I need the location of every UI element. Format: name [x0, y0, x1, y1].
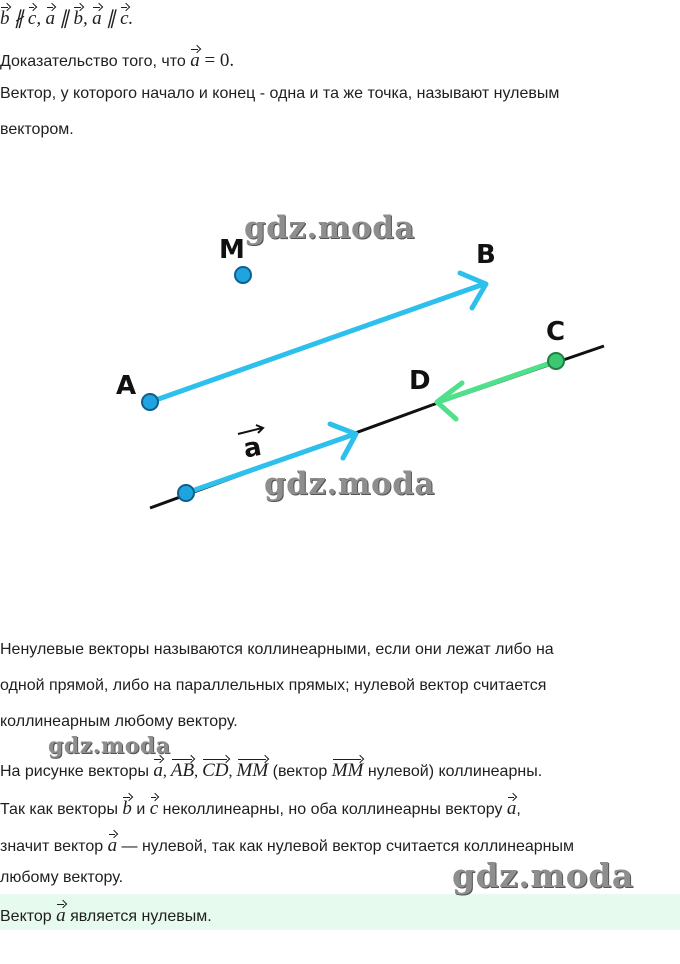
proof-intro	[0, 47, 234, 72]
zero-vector-def-line1: Вектор, у которого начало и конец - одна и та же точка, называют нулевым	[0, 85, 560, 102]
vector-a: a	[190, 47, 200, 71]
period: .	[128, 8, 134, 29]
proof-intro-text: Доказательство того, что	[0, 53, 191, 70]
vector-b: b	[0, 5, 10, 29]
reasoning-text: неколлинеарны, но оба коллинеарны вектору	[158, 801, 507, 818]
vector-mm: MM	[237, 757, 269, 781]
zero-vector-def-line2: вектором.	[0, 121, 74, 138]
collinear-def-line2: одной прямой, либо на параллельных прямых; нулевой вектор считается	[0, 677, 547, 694]
vector-c: c	[28, 5, 36, 29]
reasoning-text: Так как векторы	[0, 801, 123, 818]
comma: ,	[82, 8, 88, 29]
answer-line	[0, 902, 212, 927]
vector-a: a	[46, 5, 56, 29]
vector-ab: AB	[171, 757, 194, 781]
vector-a: a	[56, 902, 66, 926]
label-m: M	[219, 235, 245, 265]
label-b: B	[476, 240, 496, 270]
comma: ,	[228, 763, 237, 780]
not-parallel-sign: ∦	[13, 8, 24, 29]
parallel-sign: ∥	[59, 8, 69, 29]
equals-zero: = 0.	[199, 50, 235, 71]
parallel-sign: ∥	[106, 8, 116, 29]
answer-text: Вектор	[0, 908, 57, 925]
watermark: gdz.moda	[452, 856, 634, 895]
vector-b: b	[122, 795, 132, 819]
comma: ,	[194, 763, 203, 780]
reasoning-text: значит вектор	[0, 838, 108, 855]
collinear-def-line1: Ненулевые векторы называются коллинеарными, если они лежат либо на	[0, 641, 554, 658]
vector-a: a	[108, 832, 118, 856]
label-d: D	[409, 366, 431, 396]
vector-c: c	[150, 795, 158, 819]
watermark: gdz.moda	[244, 210, 415, 246]
statement-suffix: нулевой) коллинеарны.	[363, 763, 543, 780]
reasoning-text: — нулевой, так как нулевой вектор считается коллинеарным	[117, 838, 574, 855]
point-a-start	[178, 485, 194, 501]
label-a-point: A	[116, 371, 137, 401]
label-vector-a: a	[241, 431, 264, 465]
top-formula	[0, 5, 133, 30]
comma: ,	[516, 801, 521, 818]
comma: ,	[36, 8, 42, 29]
vector-a: a	[92, 5, 102, 29]
vector-cd	[438, 361, 556, 402]
point-a	[142, 394, 158, 410]
point-c	[548, 353, 564, 369]
vector-c: c	[120, 5, 128, 29]
label-c: C	[546, 317, 566, 347]
reasoning-line2	[0, 832, 574, 857]
vector-a: a	[153, 757, 163, 781]
statement-prefix: На рисунке векторы	[0, 763, 154, 780]
watermark: gdz.moda	[264, 466, 435, 502]
watermark: gdz.moda	[48, 733, 171, 759]
vector-a: a	[507, 795, 517, 819]
vector-b: b	[73, 5, 83, 29]
vector-cd-arrowhead	[437, 383, 462, 419]
statement-mid: (вектор	[268, 763, 332, 780]
point-m	[235, 267, 251, 283]
collinear-def-line3: коллинеарным любому вектору.	[0, 713, 238, 730]
answer-text: является нулевым.	[65, 908, 212, 925]
reasoning-text: и	[131, 801, 150, 818]
vector-cd: CD	[202, 757, 228, 781]
vector-ab	[150, 284, 484, 402]
comma: ,	[162, 763, 171, 780]
reasoning-line3: любому вектору.	[0, 869, 124, 886]
figure-statement	[0, 757, 542, 782]
vector-mm: MM	[332, 757, 364, 781]
reasoning-line1	[0, 795, 521, 820]
